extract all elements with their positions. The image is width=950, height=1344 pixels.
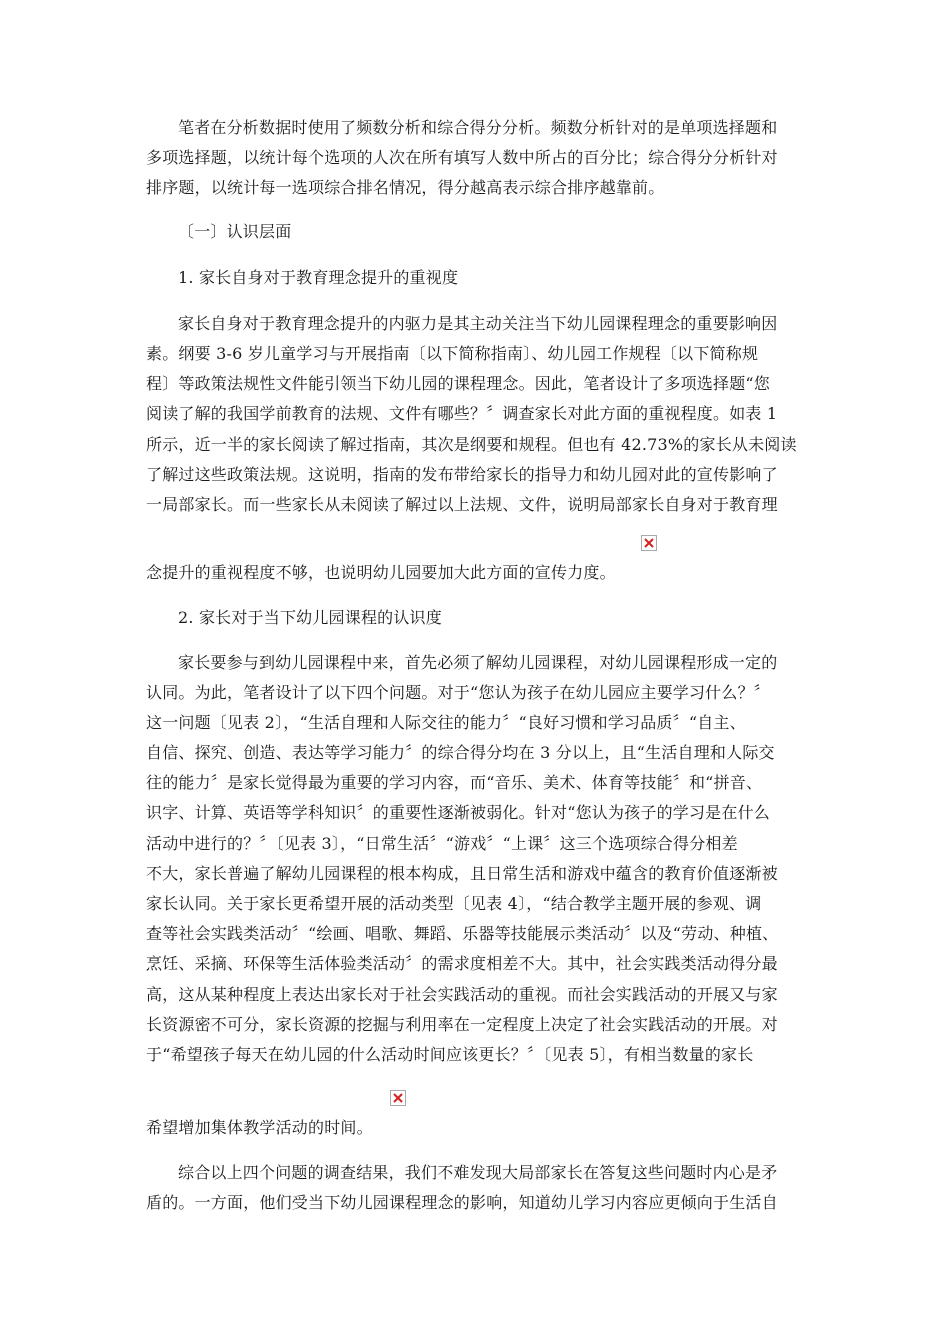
paragraph-line: 盾的。一方面，他们受当下幼儿园课程理念的影响，知道幼儿学习内容应更倾向于生活自 [146,1193,778,1212]
broken-image-icon [641,535,657,551]
paragraph-line: 排序题，以统计每一选项综合排名情况，得分越高表示综合排序越靠前。 [146,178,665,197]
paragraph-line: 家长自身对于教育理念提升的内驱力是其主动关注当下幼儿园课程理念的重要影响因 [178,314,778,333]
paragraph-line: 念提升的重视程度不够，也说明幼儿园要加大此方面的宣传力度。 [146,563,616,582]
paragraph-line: 综合以上四个问题的调查结果，我们不难发现大局部家长在答复这些问题时内心是矛 [178,1163,778,1182]
paragraph-line: 往的能力〞是家长觉得最为重要的学习内容，而“音乐、美术、体育等技能〞和“拼音、 [146,773,763,792]
paragraph-line: 这一问题〔见表 2〕，“生活自理和人际交往的能力〞“良好习惯和学习品质〞“自主、 [146,713,746,732]
paragraph-line: 所示，近一半的家长阅读了解过指南，其次是纲要和规程。但也有 42.73%的家长从未阅读 [146,435,797,454]
paragraph-line: 阅读了解的我国学前教育的法规、文件有哪些？〞调查家长对此方面的重视程度。如表 1 [146,404,778,423]
paragraph-line: 程〕等政策法规性文件能引领当下幼儿园的课程理念。因此，笔者设计了多项选择题“您 [146,374,770,393]
subheading: 1. 家长自身对于教育理念提升的重视度 [178,268,459,287]
subheading: 2. 家长对于当下幼儿园课程的认识度 [178,608,442,627]
paragraph-line: 笔者在分析数据时使用了频数分析和综合得分分析。频数分析针对的是单项选择题和 [178,118,778,137]
paragraph-line: 一局部家长。而一些家长从未阅读了解过以上法规、文件，说明局部家长自身对于教育理 [146,495,778,514]
paragraph-line: 识字、计算、英语等学科知识〞的重要性逐渐被弱化。针对“您认为孩子的学习是在什么 [146,803,770,822]
paragraph-line: 活动中进行的？〞〔见表 3〕，“日常生活〞“游戏〞“上课〞这三个选项综合得分相差 [146,834,738,853]
paragraph-line: 长资源密不可分，家长资源的挖掘与利用率在一定程度上决定了社会实践活动的开展。对 [146,1015,778,1034]
paragraph-line: 希望增加集体教学活动的时间。 [146,1118,373,1137]
section-heading: 〔一〕认识层面 [178,222,292,241]
paragraph-line: 多项选择题，以统计每个选项的人次在所有填写人数中所占的百分比；综合得分分析针对 [146,148,778,167]
broken-image-icon [390,1090,406,1106]
paragraph-line: 不大，家长普遍了解幼儿园课程的根本构成，且日常生活和游戏中蕴含的教育价值逐渐被 [146,864,778,883]
paragraph-line: 家长认同。关于家长更希望开展的活动类型〔见表 4〕，“结合教学主题开展的参观、调 [146,894,762,913]
paragraph-line: 于“希望孩子每天在幼儿园的什么活动时间应该更长？〞〔见表 5〕，有相当数量的家长 [146,1045,754,1064]
paragraph-line: 素。纲要 3-6 岁儿童学习与开展指南〔以下简称指南〕、幼儿园工作规程〔以下简称规 [146,344,759,363]
paragraph-line: 认同。为此，笔者设计了以下四个问题。对于“您认为孩子在幼儿园应主要学习什么？〞 [146,683,770,702]
paragraph-line: 自信、探究、创造、表达等学习能力〞的综合得分均在 3 分以上，且“生活自理和人际交 [146,743,775,762]
paragraph-line: 高，这从某种程度上表达出家长对于社会实践活动的重视。而社会实践活动的开展又与家 [146,985,778,1004]
paragraph-line: 烹饪、采摘、环保等生活体验类活动〞的需求度相差不大。其中，社会实践类活动得分最 [146,954,778,973]
paragraph-line: 了解过这些政策法规。这说明，指南的发布带给家长的指导力和幼儿园对此的宣传影响了 [146,465,778,484]
paragraph-line: 查等社会实践类活动〞“绘画、唱歌、舞蹈、乐器等技能展示类活动〞以及“劳动、种植、 [146,924,779,943]
paragraph-line: 家长要参与到幼儿园课程中来，首先必须了解幼儿园课程，对幼儿园课程形成一定的 [178,653,778,672]
